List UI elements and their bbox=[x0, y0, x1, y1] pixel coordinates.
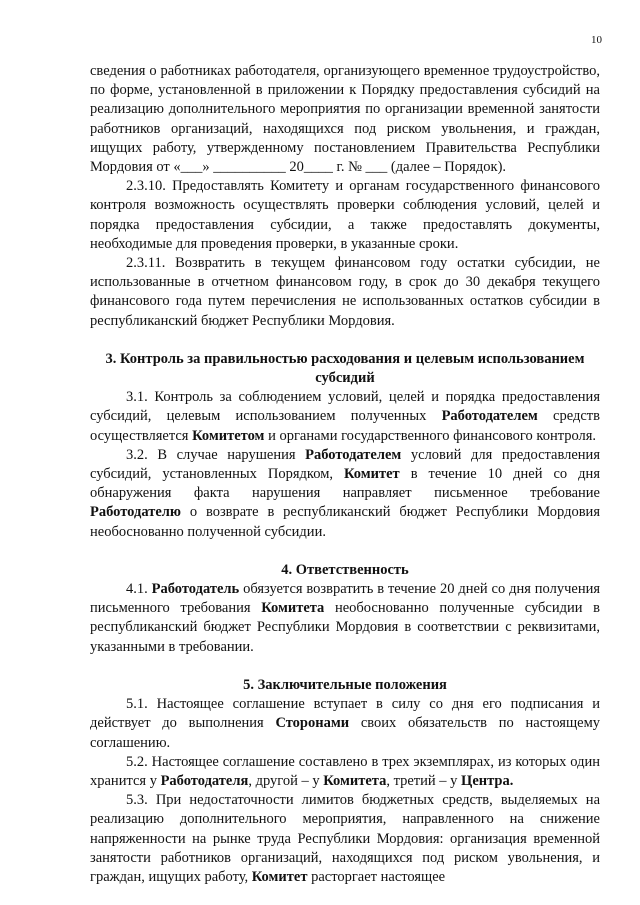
section-gap bbox=[90, 542, 600, 561]
bold-term: Комитет bbox=[251, 868, 308, 885]
paragraph bbox=[90, 254, 600, 331]
text-run: своих обязательств по настоящему соглашению. bbox=[90, 715, 600, 751]
section-heading: 4. Ответственность bbox=[281, 561, 409, 578]
text-run: 2.3.10. Предоставлять Комитету и органам государственного финансового контроля возможность осуществлять проверки соблюдения условий, целей и порядка предоставления субсидии, а также предоставлять документы, необходимые для проведения проверки, в указанные сроки. bbox=[90, 178, 600, 252]
paragraph bbox=[90, 388, 600, 446]
text-run: сведения о работниках работодателя, организующего временное трудоустройство, по форме, установленной в приложении к Порядку предоставления субсидий на реализацию дополнительного мероприятия по организации временной занятости работников организаций, находящихся под риском увольнения, и граждан, ищущих работу, утвержденному постановлением Правительства Республики Мордовия от «___» __________ 20____ г. № ___ (далее – Порядок). bbox=[90, 63, 600, 176]
section-gap bbox=[90, 657, 600, 676]
text-run: 3.2. В случае нарушения bbox=[126, 446, 306, 463]
bold-term: Работодателем bbox=[305, 446, 402, 463]
text-run: необоснованно полученные субсидии в республиканский бюджет Республики Мордовия в соответствии с реквизитами, указанными в требовании. bbox=[90, 600, 600, 655]
paragraph bbox=[90, 580, 600, 657]
paragraph bbox=[90, 753, 600, 791]
text-run: расторгает настоящее bbox=[307, 868, 446, 885]
text-run: 3.1. Контроль за соблюдением условий, целей и порядка предоставления субсидий, целевым использованием полученных bbox=[90, 389, 600, 425]
text-run: обязуется возвратить в течение 20 дней со дня получения письменного требования bbox=[90, 581, 601, 617]
text-run: 4.1. bbox=[126, 581, 152, 598]
document-body bbox=[90, 62, 600, 887]
text-run: 5.2. Настоящее соглашение составлено в трех экземплярах, из которых один хранится у bbox=[90, 753, 600, 789]
paragraph bbox=[90, 62, 600, 177]
paragraph bbox=[90, 177, 600, 254]
text-run: 5.1. Настоящее соглашение вступает в силу со дня его подписания и действует до выполнения bbox=[90, 696, 600, 732]
bold-term: Комитетом bbox=[192, 427, 265, 444]
section-heading: 3. Контроль за правильностью расходования и целевым использованием субсидий bbox=[105, 350, 585, 387]
bold-term: Комитет bbox=[344, 466, 400, 483]
paragraph bbox=[90, 446, 600, 542]
bold-term: Работодателем bbox=[441, 408, 538, 425]
text-run: средств осуществляется bbox=[90, 408, 600, 444]
text-run: , третий – у bbox=[386, 772, 462, 789]
bold-term: Центра. bbox=[461, 772, 514, 789]
bold-term: Работодатель bbox=[151, 581, 240, 598]
bold-term: Работодателю bbox=[90, 504, 181, 521]
bold-term: Комитета bbox=[261, 600, 325, 617]
text-run: о возврате в республиканский бюджет Республики Мордовия необоснованно полученной субсидии. bbox=[90, 504, 600, 540]
text-run: и органами государственного финансового контроля. bbox=[264, 427, 597, 444]
bold-term: Сторонами bbox=[275, 715, 350, 732]
text-run: 2.3.11. Возвратить в текущем финансовом году остатки субсидии, не использованные в отчетном финансовом году, в срок до 30 декабря текущего финансового года путем перечисления не использованных остатков субсидии в республиканский бюджет Республики Мордовия. bbox=[90, 255, 600, 329]
bold-term: Комитета bbox=[323, 772, 387, 789]
text-run: , другой – у bbox=[248, 772, 324, 789]
section-gap bbox=[90, 331, 600, 350]
text-run: в течение 10 дней со дня обнаружения факта нарушения направляет письменное требование bbox=[90, 466, 600, 502]
text-run: 5.3. При недостаточности лимитов бюджетных средств, выделяемых на реализацию дополнительного мероприятия, направленного на снижение напряженности на рынке труда Республики Мордовия: организация временной занятости работников организаций, находящихся под риском увольнения, и граждан, ищущих работу, bbox=[90, 792, 600, 885]
paragraph bbox=[90, 695, 600, 753]
section-heading: 5. Заключительные положения bbox=[243, 676, 447, 693]
paragraph bbox=[90, 791, 600, 887]
bold-term: Работодателя bbox=[160, 772, 249, 789]
page-number: 10 bbox=[591, 34, 602, 46]
text-run: условий для предоставления субсидий, установленных Порядком, bbox=[90, 446, 600, 483]
